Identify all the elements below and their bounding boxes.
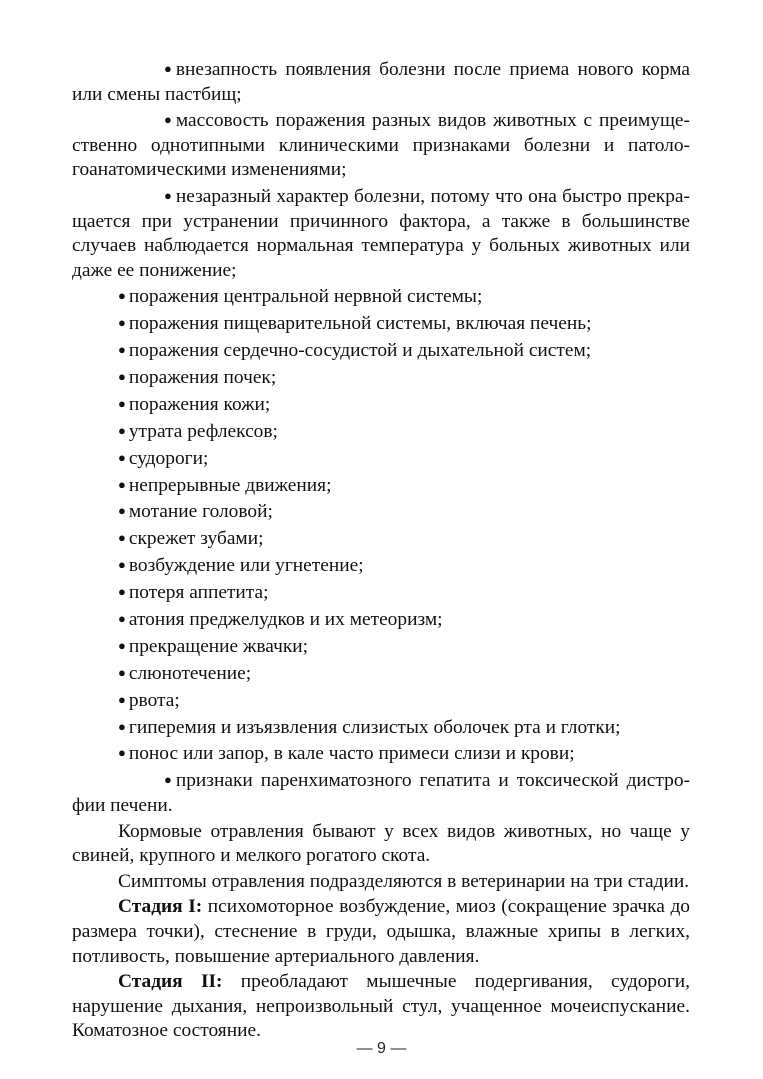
paragraph: Кормовые отравления бывают у всех видов животных, но чаще у свиней, крупного и мелкого рогатого скота. — [72, 820, 690, 867]
list-item-text: утрата рефлексов; — [128, 420, 278, 442]
list-item-text: поражения центральной нервной системы; — [128, 286, 483, 308]
list-item-text: возбуждение или угнетение; — [128, 555, 364, 577]
list-item — [72, 526, 690, 552]
stage-text: преобладают мышечные подергивания, судороги, нарушение дыхания, непроизвольный стул, учащенное мочеиспускание. Коматозное состояние. — [72, 971, 690, 1042]
bullet-icon: ● — [118, 718, 126, 734]
list-item-text: непрерывные движения; — [128, 474, 332, 496]
intro-item-text: массовость поражения разных видов животных с преимущественно однотипными клиническими признаками болезни и патологоанатомическими изменениями; — [72, 110, 690, 181]
last-item-text: признаки паренхиматозного гепатита и токсической дистрофии печени. — [72, 770, 690, 816]
bullet-icon: ● — [118, 664, 126, 680]
paragraph: Симптомы отравления подразделяются в ветеринарии на три стадии. — [118, 870, 690, 892]
list-item — [72, 553, 690, 579]
list-item — [72, 580, 690, 606]
list-item — [72, 741, 690, 767]
stage-paragraph — [72, 970, 690, 1044]
intro-item — [72, 184, 690, 283]
list-item-text: атония преджелудков и их метеоризм; — [128, 609, 443, 631]
list-item — [72, 715, 690, 741]
list-item-text: поражения кожи; — [128, 393, 271, 415]
bullet-icon: ● — [118, 369, 126, 385]
list-item — [72, 688, 690, 714]
bullet-icon: ● — [118, 342, 126, 358]
bullet-icon: ● — [118, 584, 126, 600]
bullet-icon: ● — [164, 772, 172, 788]
bullet-icon: ● — [118, 745, 126, 761]
bullet-icon: ● — [118, 288, 126, 304]
page-number: — 9 — — [356, 1040, 407, 1057]
bullet-icon: ● — [118, 557, 126, 573]
list-item — [72, 607, 690, 633]
list-item-text: прекращение жвачки; — [128, 635, 309, 657]
list-item-text: судороги; — [128, 447, 209, 469]
bullet-icon: ● — [118, 637, 126, 653]
bullet-icon: ● — [118, 476, 126, 492]
list-item-text: поражения почек; — [128, 367, 277, 389]
bullet-icon: ● — [118, 315, 126, 331]
list-item — [72, 284, 690, 310]
list-item — [72, 338, 690, 364]
stage-text: психомоторное возбуждение, миоз (сокращение зрачка до размера точки), стеснение в груди, одышка, влажные хрипы в легких, потливость, повышение артериального давления. — [72, 896, 690, 967]
intro-item — [72, 768, 690, 818]
list-item — [72, 419, 690, 445]
intro-item — [72, 108, 690, 183]
list-item — [72, 634, 690, 660]
intro-item-text: внезапность появления болезни после приема нового корма или смены пастбищ; — [72, 59, 690, 105]
list-item — [72, 661, 690, 687]
list-item-text: поражения пищеварительной системы, включая печень; — [128, 313, 592, 335]
bullet-icon: ● — [118, 422, 126, 438]
list-item-text: понос или запор, в кале часто примеси слизи и крови; — [128, 743, 575, 765]
list-item-text: потеря аппетита; — [128, 582, 269, 604]
bullet-icon: ● — [118, 530, 126, 546]
list-item-text: слюнотечение; — [128, 662, 252, 684]
intro-item-text: незаразный характер болезни, потому что она быстро прекращается при устранении причинного фактора, а также в большинстве случаев наблюдается нормальная температура у больных животных или даже ее понижение; — [72, 185, 690, 281]
list-item-text: мотание головой; — [128, 501, 273, 523]
list-item — [72, 446, 690, 472]
bullet-icon: ● — [164, 187, 172, 203]
bullet-icon: ● — [118, 611, 126, 627]
bullet-icon: ● — [118, 691, 126, 707]
list-item — [72, 365, 690, 391]
intro-item — [72, 57, 690, 107]
stage-paragraph — [72, 895, 690, 969]
list-item-text: гиперемия и изъязвления слизистых оболочек рта и глотки; — [128, 716, 621, 738]
stage-label: Стадия II: — [118, 971, 223, 993]
bullet-icon: ● — [118, 395, 126, 411]
page-body — [72, 57, 690, 1045]
bullet-icon: ● — [118, 503, 126, 519]
list-item-text: скрежет зубами; — [128, 528, 264, 550]
bullet-icon: ● — [118, 449, 126, 465]
list-item — [72, 473, 690, 499]
list-item-text: поражения сердечно-сосудистой и дыхательной систем; — [128, 340, 592, 362]
list-item — [72, 311, 690, 337]
list-item — [72, 392, 690, 418]
bullet-icon: ● — [164, 61, 172, 76]
list-item — [72, 499, 690, 525]
stage-label: Стадия I: — [118, 896, 203, 918]
list-item-text: рвота; — [128, 689, 180, 711]
bullet-icon: ● — [164, 112, 172, 128]
